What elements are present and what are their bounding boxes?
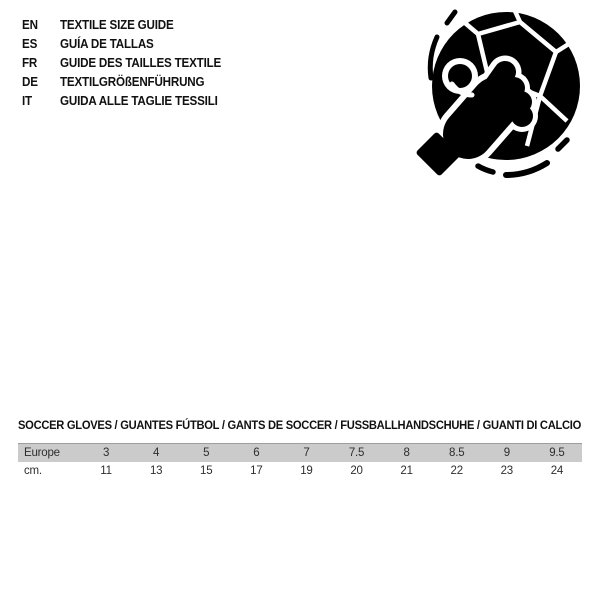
language-code: FR [22, 55, 38, 70]
size-cell: 7.5 [331, 444, 381, 463]
size-cell: 20 [350, 465, 363, 477]
size-cell: 5 [181, 444, 231, 463]
size-cell: 8.5 [432, 444, 482, 463]
size-cell: 19 [300, 465, 313, 477]
size-guide-title: SOCCER GLOVES / GUANTES FÚTBOL / GANTS DE SOCCER / FUSSBALLHANDSCHUHE / GUANTI DI CALCIO [18, 418, 582, 432]
motion-dash [506, 163, 547, 175]
size-cell: 23 [500, 465, 513, 477]
size-cell: 4 [131, 444, 181, 463]
motion-dash [558, 140, 567, 149]
size-cell: 6 [231, 444, 281, 463]
size-cell: 11 [100, 465, 112, 477]
language-code: ES [22, 36, 38, 51]
language-label: GUIDE DES TAILLES TEXTILE [60, 55, 222, 70]
language-label: GUÍA DE TALLAS [60, 36, 154, 51]
language-row-de [22, 72, 233, 91]
size-row-label: cm. [24, 465, 42, 477]
language-code: DE [22, 74, 38, 89]
motion-dash [478, 166, 493, 172]
language-label: TEXTILE SIZE GUIDE [60, 17, 174, 32]
language-row-en [22, 15, 233, 34]
language-label: TEXTILGRÖßENFÜHRUNG [60, 74, 205, 89]
size-cell: 22 [450, 465, 463, 477]
language-row-it [22, 91, 233, 110]
size-cell: 8 [382, 444, 432, 463]
size-cell: 21 [400, 465, 413, 477]
size-row-cm [18, 462, 582, 480]
size-table [18, 443, 582, 480]
language-list [22, 15, 233, 110]
language-row-es [22, 34, 233, 53]
size-cell: 24 [550, 465, 564, 477]
glove-touching-soccer-ball-icon [408, 0, 598, 205]
language-code: IT [22, 93, 32, 108]
language-code: EN [22, 17, 38, 32]
motion-dash [447, 12, 455, 23]
size-cell: 3 [81, 444, 131, 463]
size-cell: 17 [250, 465, 263, 477]
size-cell: 13 [149, 465, 163, 477]
size-row-europe [18, 444, 582, 463]
size-cell: 9.5 [532, 444, 582, 463]
language-row-fr [22, 53, 233, 72]
size-row-label: Europe [18, 444, 81, 463]
size-cell: 15 [200, 465, 213, 477]
language-label: GUIDA ALLE TAGLIE TESSILI [60, 93, 218, 108]
size-cell: 7 [281, 444, 331, 463]
size-cell: 9 [482, 444, 532, 463]
